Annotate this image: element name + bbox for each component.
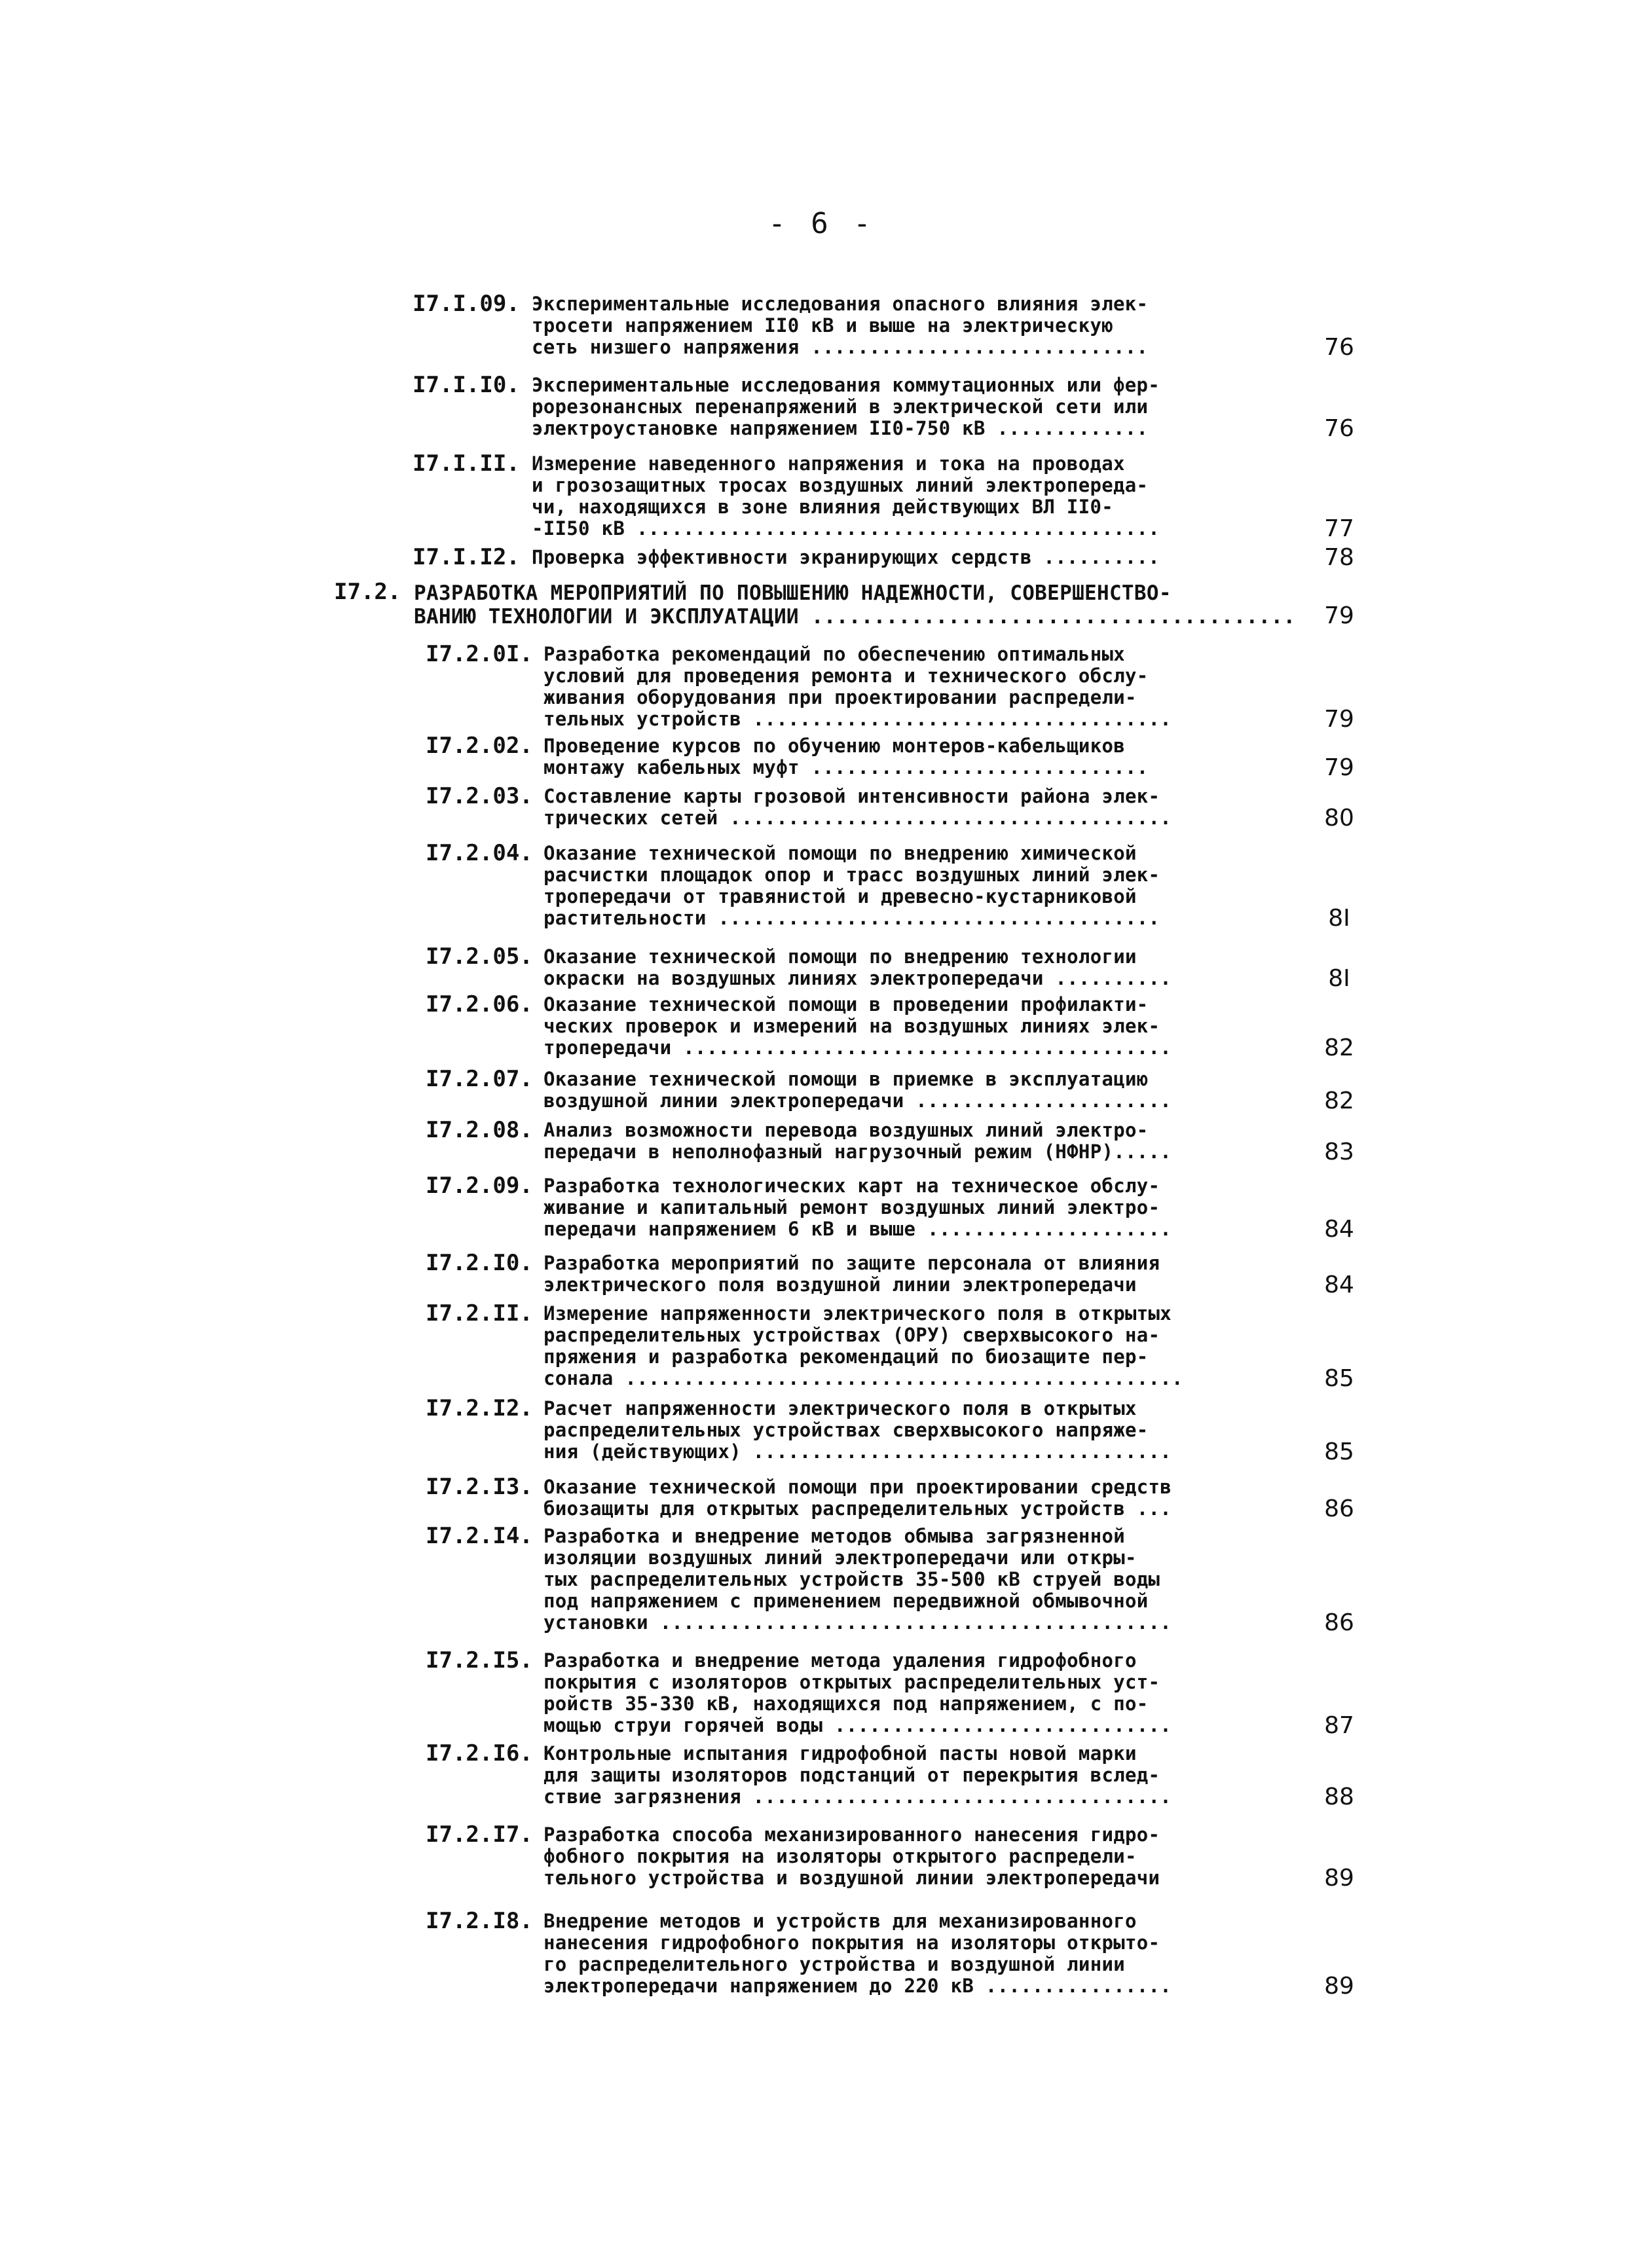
toc-entry-line: Разработка мероприятий по защите персонала от влияния	[544, 1252, 1160, 1274]
toc-entry-title	[544, 1650, 1283, 1736]
toc-entry-code: I7.2.	[334, 579, 401, 605]
toc-entry-line: покрытия с изоляторов открытых распределительных уст-	[544, 1671, 1160, 1693]
toc-entry-title	[414, 581, 1296, 629]
toc-entry-title	[544, 1476, 1283, 1520]
toc-entry-line: пряжения и разработка рекомендаций по биозащите пер-	[544, 1345, 1149, 1368]
toc-entry-page: 79	[1324, 754, 1354, 781]
toc-entry-line: изоляции воздушных линий электропередачи или откры-	[544, 1546, 1137, 1569]
toc-entry-code: I7.2.I7.	[426, 1821, 533, 1848]
toc-entry-line: воздушной линии электропередачи ......................	[544, 1089, 1172, 1112]
toc-entry-title	[544, 644, 1283, 730]
toc-entry-line: трических сетей ......................................	[544, 807, 1172, 829]
toc-entry-code: I7.I.I2.	[413, 544, 520, 570]
toc-entry-page: 89	[1324, 1973, 1354, 2000]
toc-entry-line: -II50 кВ .............................................	[532, 517, 1160, 540]
toc-entry-title	[544, 1253, 1283, 1296]
toc-entry-page: 84	[1324, 1271, 1354, 1298]
toc-entry-page: 82	[1324, 1088, 1354, 1114]
toc-entry-title	[532, 375, 1283, 439]
toc-entry-line: тельных устройств ....................................	[544, 708, 1172, 730]
toc-entry-line: монтажу кабельных муфт .............................	[544, 756, 1149, 778]
toc-entry-line: Анализ возможности перевода воздушных линий электро-	[544, 1119, 1149, 1141]
toc-entry-page: 86	[1324, 1609, 1354, 1636]
toc-entry-line: тросети напряжением II0 кВ и выше на электрическую	[532, 314, 1113, 337]
toc-entry-line: Оказание технической помощи в проведении профилакти-	[544, 993, 1149, 1015]
toc-entry-line: под напряжением с применением передвижной обмывочной	[544, 1590, 1149, 1612]
toc-entry-line: расчистки площадок опор и трасс воздушных линий элек-	[544, 864, 1160, 886]
toc-entry-line: электроустановке напряжением II0-750 кВ .............	[532, 417, 1149, 439]
toc-entry-line: Расчет напряженности электрического поля в открытых	[544, 1397, 1137, 1419]
toc-entry-title	[544, 946, 1283, 989]
toc-entry-line: тропередачи ..........................................	[544, 1036, 1172, 1059]
toc-entry-title	[544, 1911, 1283, 1997]
toc-entry-title	[544, 994, 1283, 1059]
toc-entry-title	[544, 1824, 1283, 1889]
toc-entry-line: ния (действующих) ....................................	[544, 1440, 1172, 1463]
toc-entry-title	[544, 1120, 1283, 1163]
toc-entry-line: Разработка рекомендаций по обеспечению оптимальных	[544, 643, 1125, 665]
toc-entry-title	[544, 1175, 1283, 1240]
toc-entry-page: 8I	[1328, 905, 1350, 932]
toc-entry-page: 86	[1324, 1495, 1354, 1522]
toc-entry-line: сонала ................................................	[544, 1367, 1183, 1389]
toc-entry-code: I7.I.09.	[413, 291, 520, 317]
toc-entry-title	[544, 1069, 1283, 1112]
toc-entry-line: Экспериментальные исследования коммутационных или фер-	[532, 374, 1160, 396]
toc-entry-line: Оказание технической помощи при проектировании средств	[544, 1476, 1172, 1498]
toc-entry-page: 83	[1324, 1139, 1354, 1165]
toc-entry-line: Составление карты грозовой интенсивности района элек-	[544, 785, 1160, 807]
toc-entry-line: РАЗРАБОТКА МЕРОПРИЯТИЙ ПО ПОВЫШЕНИЮ НАДЕЖНОСТИ, СОВЕРШЕНСТВО-	[414, 581, 1172, 605]
toc-entry-title	[544, 1743, 1283, 1808]
toc-entry-page: 88	[1324, 1783, 1354, 1810]
toc-entry-page: 8I	[1328, 965, 1350, 992]
toc-entry-code: I7.2.05.	[426, 943, 533, 970]
toc-entry-line: и грозозащитных тросах воздушных линий электропереда-	[532, 474, 1149, 496]
toc-entry-line: Оказание технической помощи по внедрению технологии	[544, 945, 1137, 968]
toc-entry-line: для защиты изоляторов подстанций от перекрытия вслед-	[544, 1764, 1160, 1786]
toc-entry-code: I7.2.I0.	[426, 1250, 533, 1276]
toc-entry-line: Проверка эффективности экранирующих сердств ..........	[532, 546, 1160, 568]
toc-entry-line: живания оборудования при проектировании распредели-	[544, 686, 1137, 708]
toc-entry-line: ройств 35-330 кВ, находящихся под напряжением, с по-	[544, 1692, 1149, 1715]
page-number: - 6 -	[768, 207, 875, 240]
toc-entry-line: чи, находящихся в зоне влияния действующих ВЛ II0-	[532, 496, 1113, 518]
toc-entry-code: I7.2.09.	[426, 1173, 533, 1199]
toc-entry-line: ВАНИЮ ТЕХНОЛОГИИ И ЭКСПЛУАТАЦИИ .......................................	[414, 605, 1296, 629]
toc-entry-line: сеть низшего напряжения .............................	[532, 336, 1149, 358]
toc-entry-line: тельного устройства и воздушной линии электропередачи	[544, 1867, 1160, 1889]
toc-entry-title	[532, 547, 1283, 568]
toc-entry-line: Контрольные испытания гидрофобной пасты новой марки	[544, 1742, 1137, 1765]
toc-entry-code: I7.2.06.	[426, 991, 533, 1017]
toc-entry-page: 79	[1324, 706, 1354, 733]
toc-entry-page: 76	[1324, 334, 1354, 361]
toc-entry-line: Измерение напряженности электрического поля в открытых	[544, 1302, 1172, 1325]
toc-entry-line: Оказание технической помощи в приемке в эксплуатацию	[544, 1068, 1149, 1090]
toc-entry-line: электропередачи напряжением до 220 кВ ................	[544, 1975, 1172, 1997]
toc-entry-code: I7.I.I0.	[413, 372, 520, 398]
toc-entry-code: I7.2.08.	[426, 1117, 533, 1143]
toc-entry-line: ствие загрязнения ....................................	[544, 1785, 1172, 1808]
toc-entry-title	[544, 786, 1283, 829]
toc-entry-page: 76	[1324, 415, 1354, 442]
toc-entry-code: I7.2.I8.	[426, 1908, 533, 1934]
toc-entry-line: растительности ......................................	[544, 907, 1160, 929]
toc-entry-page: 89	[1324, 1865, 1354, 1892]
toc-entry-line: Разработка технологических карт на техническое обслу-	[544, 1175, 1160, 1197]
toc-entry-line: Измерение наведенного напряжения и тока на проводах	[532, 452, 1125, 475]
toc-entry-code: I7.2.04.	[426, 840, 533, 866]
toc-entry-line: тых распределительных устройств 35-500 кВ струей воды	[544, 1568, 1160, 1590]
toc-entry-line: распределительных устройствах сверхвысокого напряже-	[544, 1419, 1149, 1441]
toc-entry-code: I7.2.02.	[426, 733, 533, 759]
toc-entry-page: 87	[1324, 1712, 1354, 1739]
toc-entry-line: передачи в неполнофазный нагрузочный режим (НФНР).....	[544, 1141, 1172, 1163]
toc-entry-title	[544, 1303, 1283, 1389]
toc-entry-line: тропередачи от травянистой и древесно-кустарниковой	[544, 885, 1137, 907]
toc-entry-title	[532, 453, 1283, 540]
toc-entry-code: I7.2.07.	[426, 1066, 533, 1092]
toc-entry-title	[544, 1526, 1283, 1634]
toc-entry-line: Экспериментальные исследования опасного влияния элек-	[532, 293, 1149, 315]
toc-entry-line: условий для проведения ремонта и технического обслу-	[544, 665, 1149, 687]
toc-entry-code: I7.2.I2.	[426, 1395, 533, 1421]
toc-entry-line: мощью струи горячей воды .............................	[544, 1714, 1172, 1736]
toc-entry-line: Разработка и внедрение метода удаления гидрофобного	[544, 1649, 1137, 1672]
toc-entry-code: I7.I.II.	[413, 450, 520, 477]
toc-entry-line: живание и капитальный ремонт воздушных линий электро-	[544, 1196, 1160, 1218]
toc-entry-line: установки ............................................	[544, 1611, 1172, 1634]
toc-entry-line: Разработка и внедрение методов обмыва загрязненной	[544, 1525, 1125, 1547]
toc-entry-page: 82	[1324, 1034, 1354, 1061]
toc-entry-page: 78	[1324, 544, 1354, 571]
toc-entry-line: передачи напряжением 6 кВ и выше .....................	[544, 1218, 1172, 1240]
toc-entry-page: 84	[1324, 1216, 1354, 1243]
toc-entry-page: 77	[1324, 515, 1354, 542]
toc-entry-page: 80	[1324, 805, 1354, 832]
toc-entry-code: I7.2.03.	[426, 783, 533, 809]
toc-entry-line: Разработка способа механизированного нанесения гидро-	[544, 1823, 1160, 1846]
toc-entry-line: распределительных устройствах (ОРУ) сверхвысокого на-	[544, 1324, 1160, 1346]
toc-entry-code: I7.2.I4.	[426, 1523, 533, 1549]
toc-entry-code: I7.2.I6.	[426, 1740, 533, 1766]
toc-entry-line: рорезонансных перенапряжений в электрической сети или	[532, 395, 1149, 418]
toc-entry-title	[544, 843, 1283, 929]
toc-entry-line: биозащиты для открытых распределительных устройств ...	[544, 1497, 1172, 1520]
toc-entry-line: фобного покрытия на изоляторы открытого распредели-	[544, 1845, 1137, 1867]
toc-entry-code: I7.2.II.	[426, 1300, 533, 1326]
toc-entry-line: электрического поля воздушной линии электропередачи	[544, 1273, 1137, 1296]
toc-entry-page: 85	[1324, 1438, 1354, 1465]
toc-entry-line: Внедрение методов и устройств для механизированного	[544, 1910, 1137, 1932]
toc-entry-line: окраски на воздушных линиях электропередачи ..........	[544, 967, 1172, 989]
toc-entry-title	[532, 293, 1283, 358]
toc-entry-line: нанесения гидрофобного покрытия на изоляторы открыто-	[544, 1931, 1160, 1954]
toc-entry-line: ческих проверок и измерений на воздушных линиях элек-	[544, 1015, 1160, 1037]
toc-entry-line: го распределительного устройства и воздушной линии	[544, 1953, 1125, 1975]
toc-entry-code: I7.2.I5.	[426, 1647, 533, 1674]
toc-entry-code: I7.2.I3.	[426, 1474, 533, 1500]
toc-entry-page: 85	[1324, 1365, 1354, 1392]
toc-entry-line: Оказание технической помощи по внедрению химической	[544, 842, 1137, 864]
toc-entry-line: Проведение курсов по обучению монтеров-кабельщиков	[544, 735, 1125, 757]
toc-entry-title	[544, 1398, 1283, 1463]
toc-entry-page: 79	[1324, 602, 1354, 629]
toc-entry-title	[544, 735, 1283, 778]
toc-entry-code: I7.2.0I.	[426, 641, 533, 667]
